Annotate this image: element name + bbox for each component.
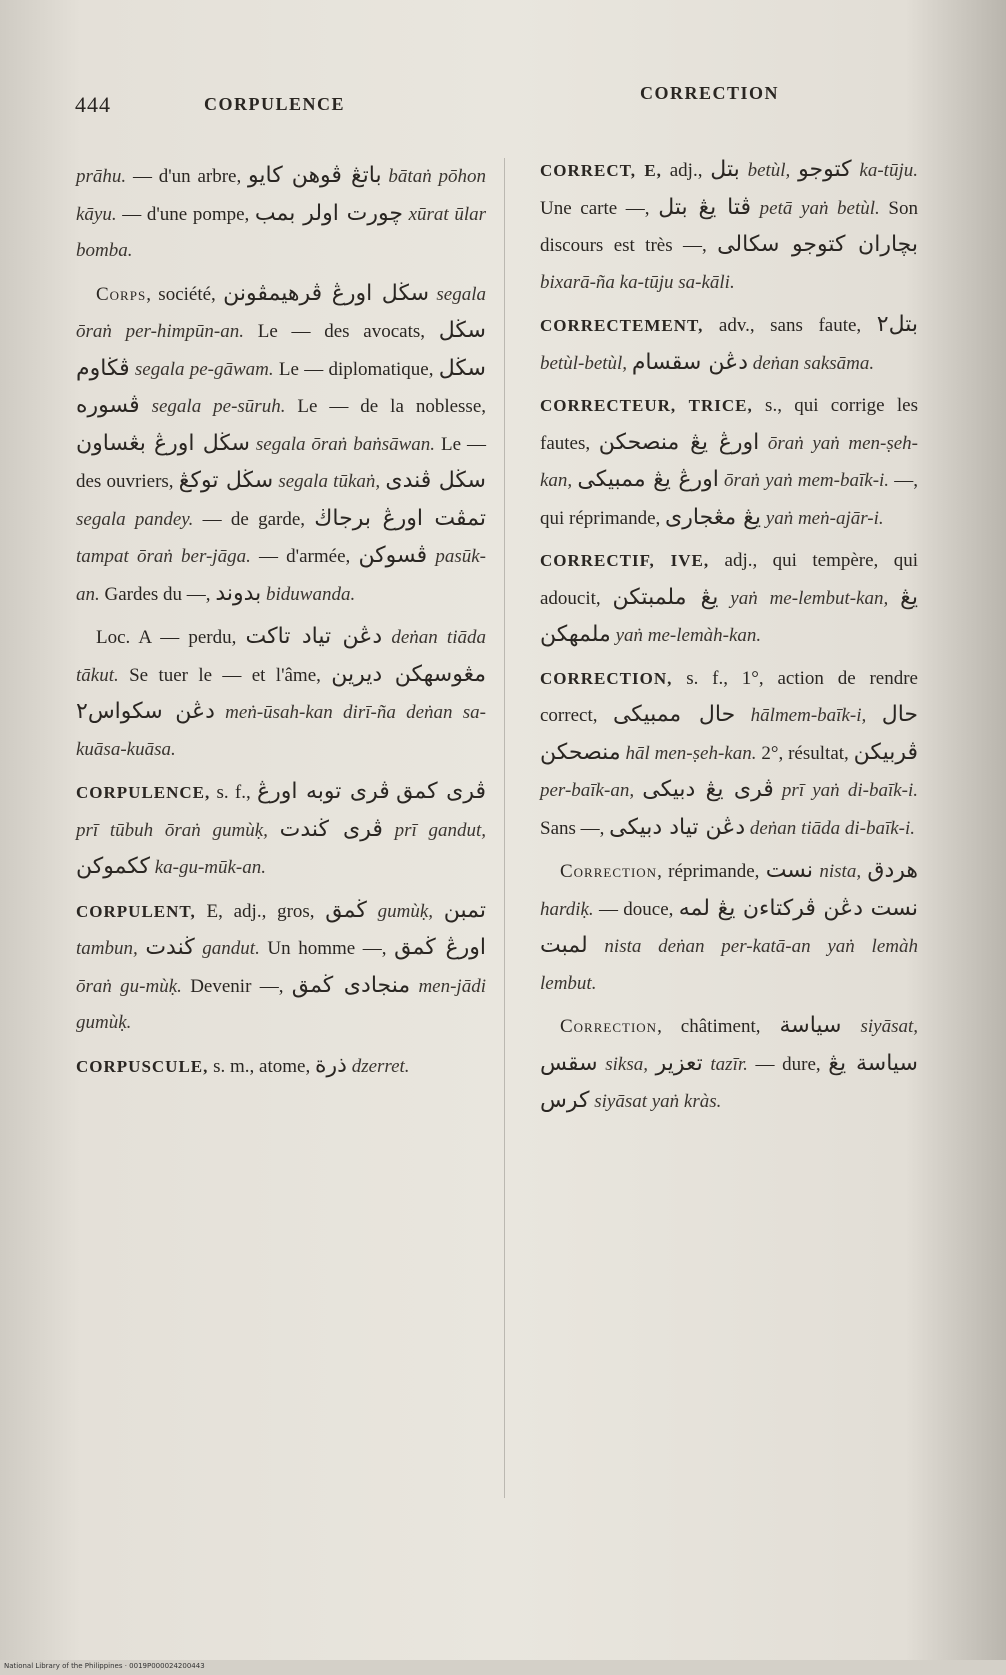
- definition-text: [634, 780, 642, 801]
- transliteration: pasūk-an.: [76, 546, 486, 605]
- definition-text: Gardes du —,: [99, 583, 216, 605]
- definition-text: Se tuer le — et l'âme,: [118, 664, 332, 686]
- transliteration: per-baīk-an,: [540, 780, 635, 801]
- transliteration: biduwanda.: [261, 583, 356, 605]
- jawi-text: كتوجو: [798, 157, 852, 182]
- definition-text: , société,: [146, 283, 224, 305]
- transliteration: segala ōraṅ per-himpūn-an.: [76, 283, 486, 342]
- jawi-text: يڠ ملمهكن: [540, 584, 918, 647]
- definition-text: Le — diplomatique,: [273, 358, 439, 380]
- dictionary-entry: [540, 152, 918, 301]
- transliteration: segala tūkaṅ,: [273, 471, 381, 492]
- headword: CORRECTEMENT,: [540, 316, 704, 335]
- transliteration: tampat ōraṅ ber-jāga.: [76, 546, 251, 567]
- transliteration: tazīr.: [702, 1053, 748, 1075]
- definition-text: s. f.,: [210, 782, 258, 803]
- transliteration: ka-gu-mūk-an.: [149, 857, 267, 878]
- jawi-text: نست: [765, 858, 814, 883]
- scan-credit: National Library of the Philippines · 0019P000024200443: [4, 1662, 205, 1670]
- page-number: 444: [75, 92, 111, 117]
- transliteration: betùl,: [739, 160, 791, 181]
- transliteration: siksa,: [597, 1053, 648, 1075]
- right-column: [540, 152, 918, 1127]
- definition-text: adv., sans faute,: [703, 315, 877, 336]
- transliteration: yaṅ me-lembut-kan,: [718, 587, 889, 609]
- jawi-text: بدوند: [215, 580, 262, 606]
- headword: CORRECTIF, IVE,: [540, 551, 710, 570]
- dictionary-entry: [540, 1008, 918, 1121]
- headword: CORPULENCE,: [76, 783, 211, 802]
- transliteration: hāl men-ṣeh-kan.: [620, 742, 757, 764]
- running-head-left: CORPULENCE: [204, 94, 346, 114]
- jawi-text: ڬندت: [145, 935, 195, 960]
- dictionary-entry: [76, 774, 486, 887]
- definition-text: Sans —,: [540, 817, 610, 839]
- jawi-text: ڤرى توبه اورڠ: [257, 779, 390, 804]
- jawi-text: اورڠ يڠ ممبيكى: [577, 467, 719, 492]
- jawi-text: هردق: [867, 858, 918, 883]
- running-head-right: CORRECTION: [640, 83, 780, 103]
- definition-text: , réprimande,: [657, 861, 766, 882]
- left-column: [76, 158, 486, 1091]
- transliteration: tambun,: [76, 938, 138, 959]
- jawi-text: دڠن سقسام: [631, 349, 748, 375]
- definition-text: adj.,: [661, 160, 711, 181]
- jawi-text: نست دڠن ڤركتاءن يڠ لمه لمبت: [540, 895, 918, 958]
- transliteration: gumùḳ,: [366, 900, 434, 922]
- jawi-text: باتڠ ڤوهن كايو: [248, 163, 382, 188]
- transliteration: siyāsat yaṅ kràs.: [589, 1091, 722, 1112]
- transliteration: hardiḳ.: [540, 898, 594, 920]
- dictionary-entry: [76, 276, 486, 614]
- definition-text: Le — de la noblesse,: [285, 396, 486, 417]
- transliteration: petā yaṅ betùl.: [751, 197, 880, 219]
- definition-text: s. f., 1°, action de rendre correct,: [540, 667, 918, 726]
- headword: CORPUSCULE,: [76, 1056, 209, 1076]
- definition-text: Le — des ouvriers,: [76, 433, 486, 492]
- jawi-text: سقس: [540, 1050, 598, 1076]
- sense-label: Correction: [560, 861, 658, 882]
- transliteration: segala pe-sūruh.: [139, 396, 286, 417]
- transliteration: prī gandut,: [382, 819, 487, 841]
- dictionary-entry: [76, 893, 486, 1042]
- jawi-text: سياسة يڠ كرس: [540, 1050, 918, 1113]
- definition-text: — d'armée,: [250, 546, 359, 567]
- jawi-text: ڤسوكن: [358, 543, 428, 568]
- dictionary-entry: [76, 1048, 486, 1086]
- jawi-text: سڬل اورڠ ڤرهيمڤونن: [223, 280, 430, 306]
- jawi-text: تعزير: [655, 1050, 703, 1076]
- definition-text: s., qui corrige les fautes,: [540, 395, 919, 454]
- dictionary-entry: [540, 661, 918, 848]
- definition-text: s. m., atome,: [208, 1055, 315, 1077]
- jawi-text: ڤرى يڠ دبيكى: [642, 777, 774, 802]
- headword: CORRECTEUR, TRICE,: [540, 396, 753, 415]
- jawi-text: ڬمق: [325, 897, 367, 923]
- dictionary-entry: [540, 307, 918, 382]
- headword: CORRECT, E,: [540, 161, 662, 180]
- definition-text: — dure,: [747, 1053, 829, 1075]
- jawi-text: تمڤت اورڠ برجاڬ: [314, 505, 486, 531]
- definition-text: —, qui réprimande,: [540, 470, 918, 529]
- jawi-text: اورڠ يڠ منصحكن: [598, 429, 760, 455]
- dictionary-entry: [76, 158, 486, 270]
- jawi-text: سڬل ڤڬاوم: [76, 318, 486, 381]
- sense-label: Corps: [96, 283, 147, 305]
- definition-text: — d'une pompe,: [116, 203, 255, 225]
- transliteration: ōraṅ yaṅ men-ṣeh-kan,: [540, 432, 918, 491]
- transliteration: bātaṅ pōhon kāyu.: [76, 166, 486, 225]
- transliteration: bixarā-ña ka-tūju sa-kāli.: [540, 271, 735, 293]
- transliteration: deṅan tiāda tākut.: [76, 627, 486, 686]
- definition-text: Le — des avocats,: [243, 321, 439, 342]
- jawi-text: سڬل توكڠ: [178, 468, 274, 493]
- jawi-text: بتل٢: [876, 312, 918, 337]
- headword: CORPULENT,: [76, 901, 196, 921]
- sense-label: Correction: [560, 1016, 658, 1037]
- jawi-text: تمبن: [443, 897, 487, 923]
- jawi-text: اورڠ ڬمق: [394, 935, 487, 960]
- jawi-text: ڤتا يڠ بتل: [658, 194, 752, 220]
- definition-text: [648, 1054, 656, 1075]
- definition-text: [268, 820, 280, 841]
- transliteration: betùl-betùl,: [540, 352, 628, 374]
- definition-text: Devenir —,: [181, 975, 292, 997]
- jawi-text: ذرة: [314, 1052, 347, 1078]
- transliteration: deṅan saksāma.: [748, 352, 875, 374]
- jawi-text: چورت اولر بمب: [254, 200, 403, 226]
- definition-text: , châtiment,: [657, 1016, 780, 1037]
- transliteration: ōraṅ gu-mùḳ.: [76, 975, 182, 997]
- definition-text: Une carte —,: [540, 197, 659, 219]
- transliteration: hālmem-baīk-i,: [735, 705, 867, 726]
- definition-text: Son discours est très —,: [540, 197, 919, 256]
- definition-text: [866, 705, 881, 726]
- transliteration: ka-tūju.: [851, 160, 918, 181]
- jawi-text: مڠوسهكن ديرين دڠن سكواس٢: [76, 661, 487, 724]
- transliteration: nista,: [813, 861, 862, 882]
- transliteration: siyāsat,: [841, 1016, 919, 1037]
- jawi-text: حال ممبيكى: [612, 702, 736, 727]
- definition-text: [888, 588, 900, 609]
- transliteration: nista deṅan per-katā-an yaṅ lemàh lembut.: [540, 936, 918, 994]
- jawi-text: يڠ ملمبتكن: [612, 584, 719, 610]
- definition-text: adj., qui tempère, qui adoucit,: [540, 550, 918, 609]
- dictionary-entry: [76, 619, 486, 768]
- headword: CORRECTION,: [540, 668, 673, 688]
- transliteration: prāhu.: [76, 166, 127, 187]
- jawi-text: ڤرى كمق: [396, 779, 486, 804]
- definition-text: — de garde,: [193, 508, 315, 530]
- transliteration: gandut.: [194, 938, 260, 959]
- definition-text: — d'un arbre,: [126, 166, 249, 187]
- transliteration: segala pandey.: [76, 508, 194, 530]
- jawi-text: بچاران كتوجو سكالى: [717, 232, 918, 257]
- dictionary-entry: [540, 543, 918, 655]
- jawi-text: ككموكن: [76, 854, 150, 879]
- jawi-text: دڠن تياد تاكت: [245, 624, 383, 649]
- jawi-text: دڠن تياد دبيكى: [609, 814, 746, 840]
- definition-text: 2°, résultat,: [756, 742, 854, 764]
- transliteration: yaṅ meṅ-ajār-i.: [761, 507, 884, 529]
- definition-text: Un homme —,: [259, 938, 395, 959]
- definition-text: E, adj., gros,: [195, 900, 326, 922]
- column-divider: [504, 158, 505, 1498]
- jawi-text: سڬل اورڠ بڠساون: [76, 430, 250, 456]
- definition-text: Loc. A — perdu,: [96, 627, 246, 648]
- jawi-text: يڠ مڠجارى: [665, 504, 762, 530]
- transliteration: segala ōraṅ baṅsāwan.: [249, 433, 436, 455]
- transliteration: prī yaṅ di-baīk-i.: [773, 780, 919, 801]
- jawi-text: سڬل ڤسوره: [76, 355, 486, 418]
- transliteration: meṅ-ūsah-kan dirī-ña deṅan sa-kuāsa-kuāsa.: [76, 702, 486, 760]
- transliteration: xūrat ūlar bomba.: [76, 203, 486, 261]
- jawi-text: حال منصحكن: [540, 702, 918, 765]
- transliteration: deṅan tiāda di-baīk-i.: [745, 817, 916, 839]
- definition-text: — douce,: [593, 898, 679, 920]
- jawi-text: سياسة: [779, 1013, 842, 1038]
- definition-text: [790, 160, 798, 181]
- transliteration: men-jādi gumùḳ.: [76, 975, 486, 1033]
- transliteration: ōraṅ yaṅ mem-baīk-i.: [718, 470, 890, 491]
- jawi-text: منجادى ڬمق: [291, 972, 411, 998]
- dictionary-entry: [540, 388, 918, 537]
- jawi-text: ڤرى ڬندت: [279, 816, 383, 842]
- jawi-text: سڬل ڤندى: [385, 468, 486, 493]
- jawi-text: بتل: [710, 157, 740, 182]
- transliteration: yaṅ me-lemàh-kan.: [610, 625, 762, 646]
- definition-text: [433, 901, 444, 922]
- transliteration: dzerret.: [346, 1055, 410, 1077]
- transliteration: segala pe-gāwam.: [129, 358, 274, 380]
- transliteration: prī tūbuh ōraṅ gumùḳ,: [76, 819, 268, 841]
- jawi-text: ڤربيكن: [853, 739, 918, 765]
- dictionary-entry: [540, 853, 918, 1002]
